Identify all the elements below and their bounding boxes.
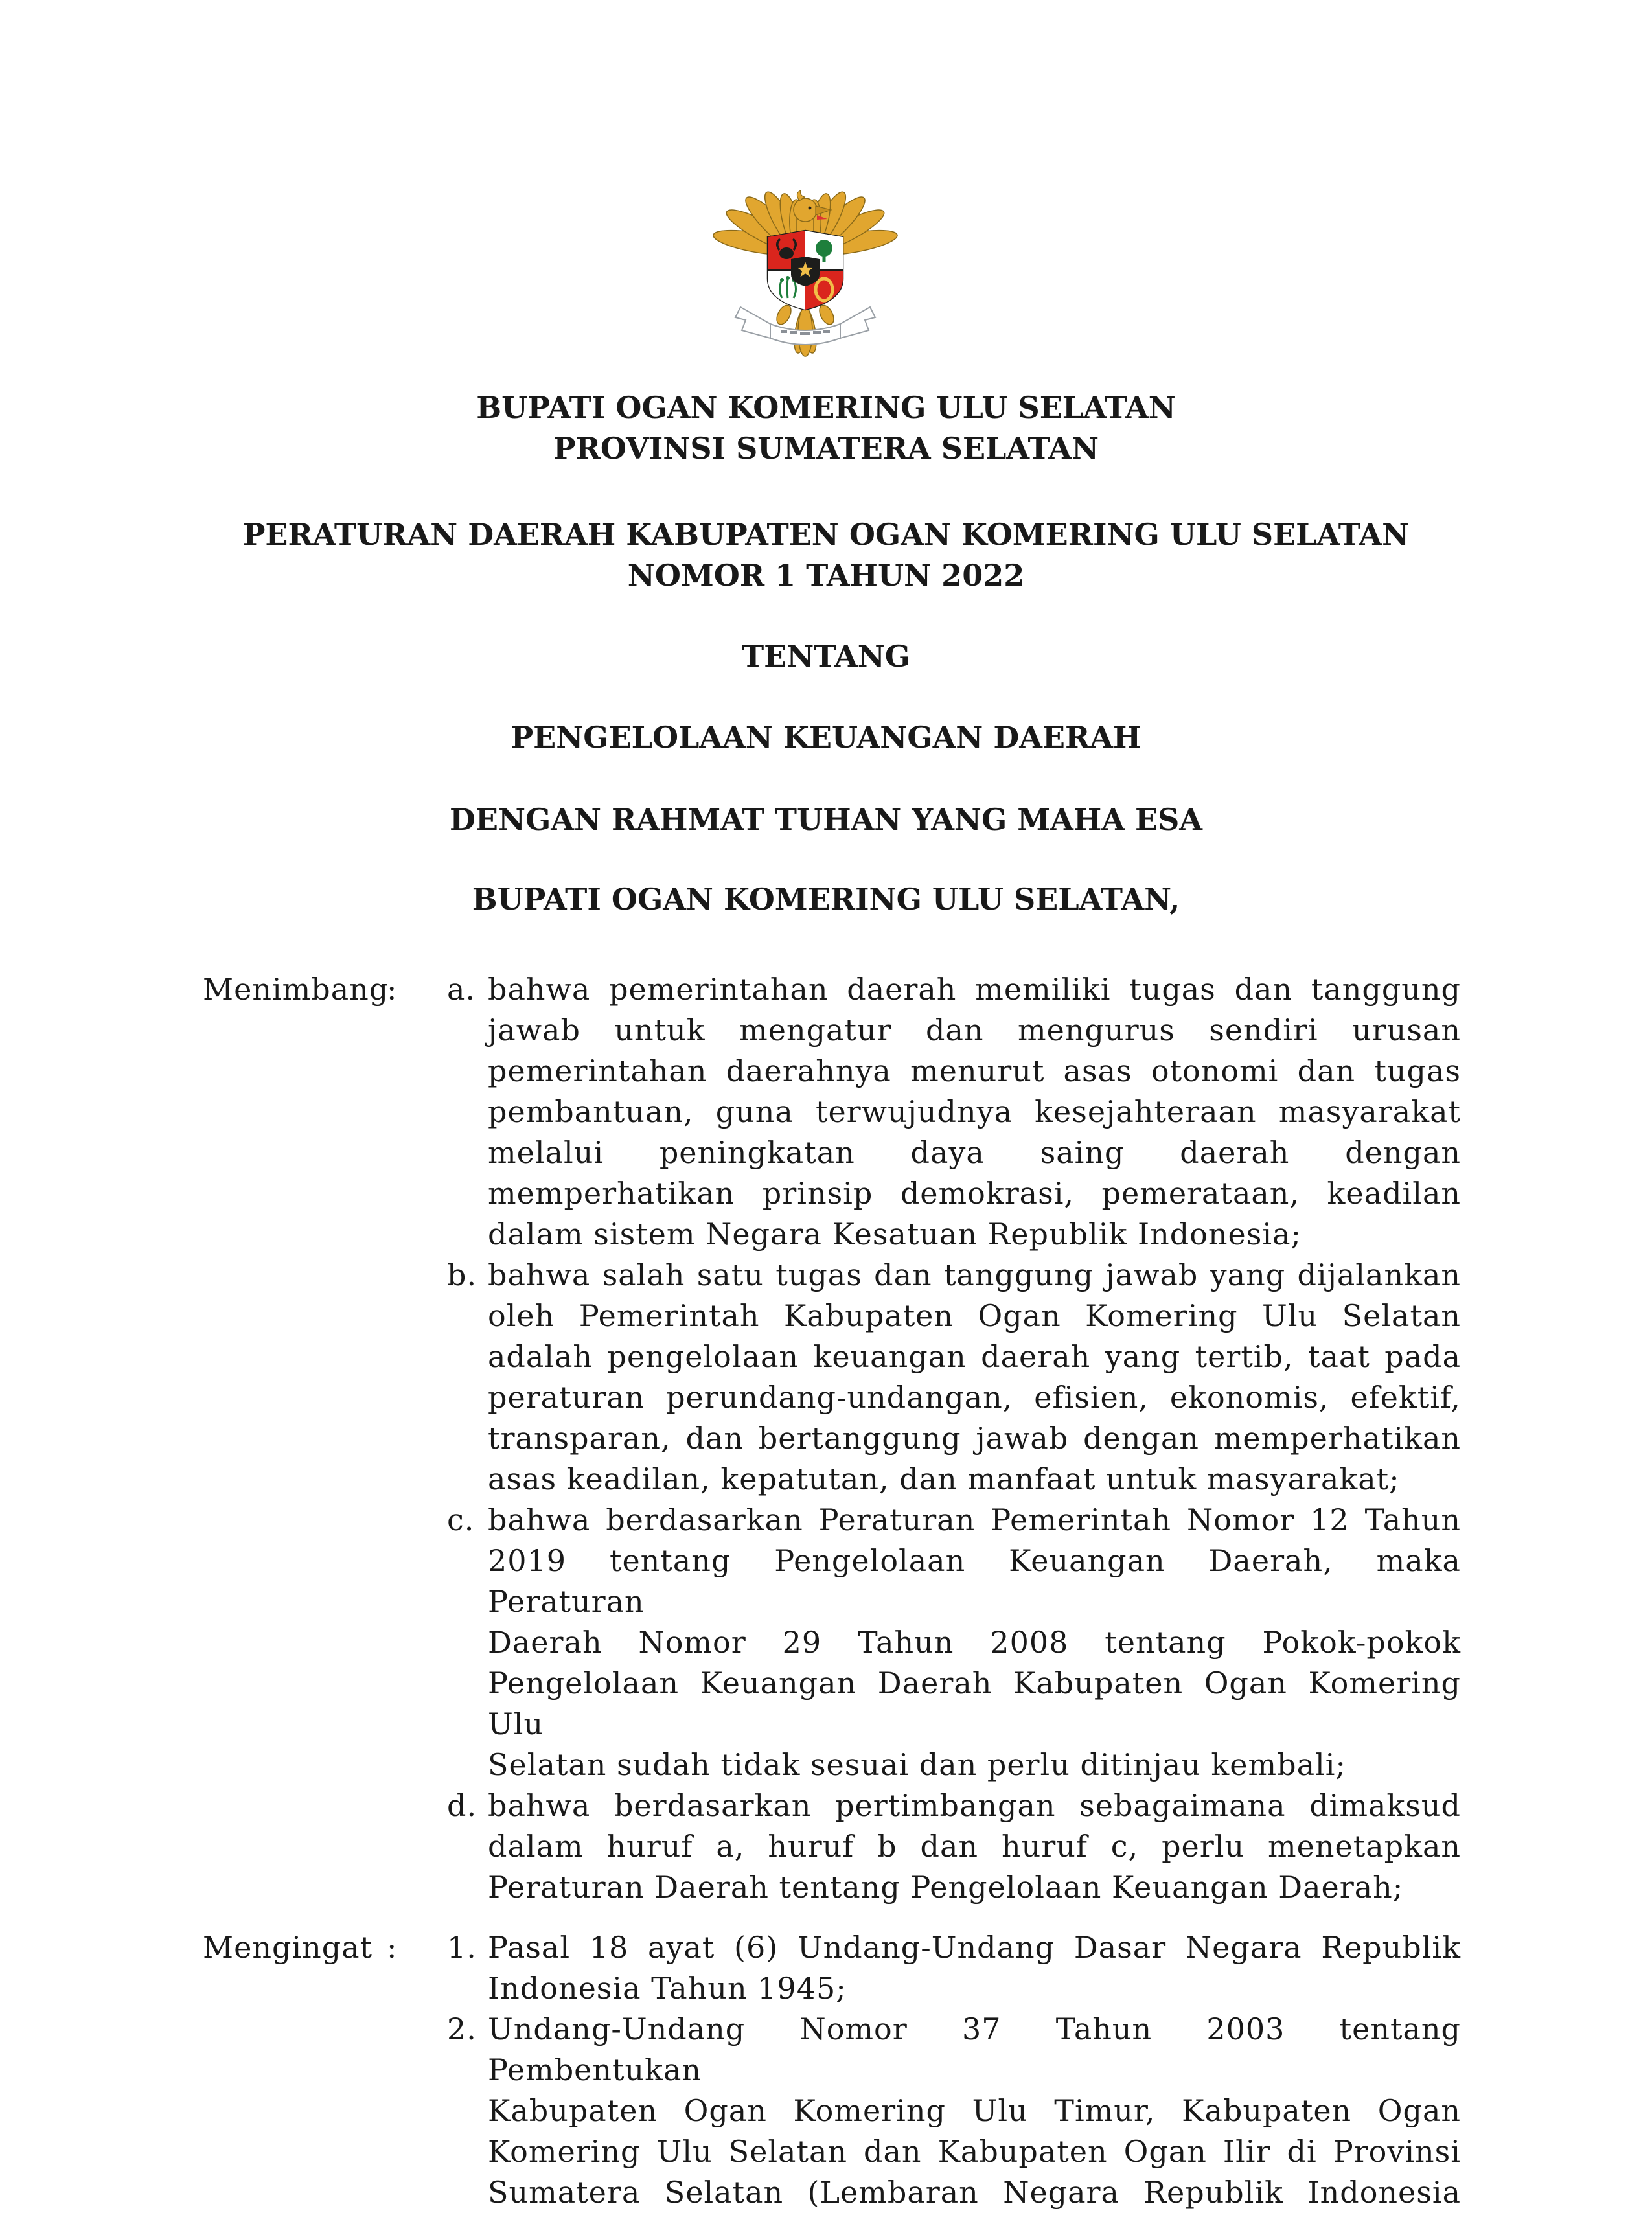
text-line: pembantuan, guna terwujudnya kesejahteraan masyarakat	[488, 1094, 1461, 1129]
text-line: pemerintahan daerahnya menurut asas otonomi dan tugas	[488, 1053, 1461, 1088]
text-line: bahwa pemerintahan daerah memiliki tugas dan tanggung	[488, 972, 1461, 1007]
item-text	[488, 969, 1461, 1255]
item-marker: c.	[447, 1502, 475, 1537]
regulation-subject: PENGELOLAAN KEUANGAN DAERAH	[511, 720, 1141, 755]
item-text	[488, 1785, 1461, 1908]
regulation-title: PERATURAN DAERAH KABUPATEN OGAN KOMERING ULU SELATAN	[242, 517, 1410, 552]
item-marker: 2.	[447, 2012, 477, 2047]
text-line: Komering Ulu Selatan dan Kabupaten Ogan Ilir di Provinsi	[488, 2134, 1461, 2169]
text-line: Sumatera Selatan (Lembaran Negara Republik Indonesia	[488, 2175, 1461, 2210]
document-header	[0, 387, 1652, 920]
document-body	[203, 969, 1461, 2213]
item-marker: 1.	[447, 1930, 477, 1965]
item-text	[488, 1500, 1461, 1785]
text-line: adalah pengelolaan keuangan daerah yang tertib, taat pada	[488, 1339, 1461, 1374]
text-line: Kabupaten Ogan Komering Ulu Timur, Kabupaten Ogan	[488, 2093, 1461, 2128]
issuer-line: BUPATI OGAN KOMERING ULU SELATAN,	[472, 882, 1180, 917]
mengingat-section	[203, 1927, 1461, 2213]
text-line: bahwa salah satu tugas dan tanggung jawab yang dijalankan	[488, 1257, 1461, 1292]
tentang-label: TENTANG	[741, 639, 911, 674]
text-line: Daerah Nomor 29 Tahun 2008 tentang Pokok-pokok	[488, 1625, 1461, 1660]
text-line: transparan, dan bertanggung jawab dengan memperhatikan	[488, 1421, 1461, 1456]
text-line: dalam sistem Negara Kesatuan Republik Indonesia;	[488, 1217, 1302, 1252]
item-marker: b.	[447, 1257, 477, 1292]
invocation-line: DENGAN RAHMAT TUHAN YANG MAHA ESA	[450, 802, 1202, 837]
item-text	[488, 2009, 1461, 2213]
list-item	[447, 1255, 1461, 1500]
text-line: bahwa berdasarkan Peraturan Pemerintah Nomor 12 Tahun	[488, 1502, 1461, 1537]
menimbang-colon: :	[387, 972, 398, 1007]
text-line: jawab untuk mengatur dan mengurus sendiri urusan	[488, 1013, 1461, 1048]
text-line: Undang-Undang Nomor 37 Tahun 2003 tentang Pembentukan	[488, 2012, 1461, 2087]
province-title: PROVINSI SUMATERA SELATAN	[553, 431, 1099, 466]
text-line: melalui peningkatan daya saing daerah dengan	[488, 1135, 1461, 1170]
text-line: Peraturan Daerah tentang Pengelolaan Keuangan Daerah;	[488, 1870, 1404, 1905]
text-line: dalam huruf a, huruf b dan huruf c, perlu menetapkan	[488, 1829, 1461, 1864]
text-line: Indonesia Tahun 1945;	[488, 1971, 847, 2006]
text-line: Pasal 18 ayat (6) Undang-Undang Dasar Negara Republik	[488, 1930, 1461, 1965]
menimbang-section	[203, 969, 1461, 1908]
item-text	[488, 1927, 1461, 2009]
text-line: Pengelolaan Keuangan Daerah Kabupaten Ogan Komering Ulu	[488, 1666, 1461, 1741]
garuda-pancasila-emblem	[708, 141, 902, 355]
regulation-number: NOMOR 1 TAHUN 2022	[627, 558, 1025, 593]
menimbang-label: Menimbang	[203, 972, 389, 1007]
text-line: memperhatikan prinsip demokrasi, pemerataan, keadilan	[488, 1176, 1461, 1211]
mengingat-items	[447, 1927, 1461, 2213]
list-item	[447, 1927, 1461, 2009]
text-line: oleh Pemerintah Kabupaten Ogan Komering Ulu Selatan	[488, 1298, 1461, 1333]
list-item	[447, 969, 1461, 1255]
list-item	[447, 2009, 1461, 2213]
list-item	[447, 1785, 1461, 1908]
text-line: asas keadilan, kepatutan, dan manfaat untuk masyarakat;	[488, 1462, 1400, 1496]
text-line: bahwa berdasarkan pertimbangan sebagaimana dimaksud	[488, 1788, 1461, 1823]
mengingat-label: Mengingat	[203, 1930, 373, 1965]
mengingat-colon: :	[387, 1930, 398, 1965]
item-marker: a.	[447, 972, 476, 1007]
authority-title: BUPATI OGAN KOMERING ULU SELATAN	[476, 390, 1176, 425]
text-line: 2019 tentang Pengelolaan Keuangan Daerah, maka Peraturan	[488, 1543, 1461, 1619]
list-item	[447, 1500, 1461, 1785]
item-text	[488, 1255, 1461, 1500]
text-line: peraturan perundang-undangan, efisien, ekonomis, efektif,	[488, 1380, 1461, 1415]
menimbang-items	[447, 969, 1461, 1908]
item-marker: d.	[447, 1788, 477, 1823]
text-line: Selatan sudah tidak sesuai dan perlu ditinjau kembali;	[488, 1747, 1346, 1782]
